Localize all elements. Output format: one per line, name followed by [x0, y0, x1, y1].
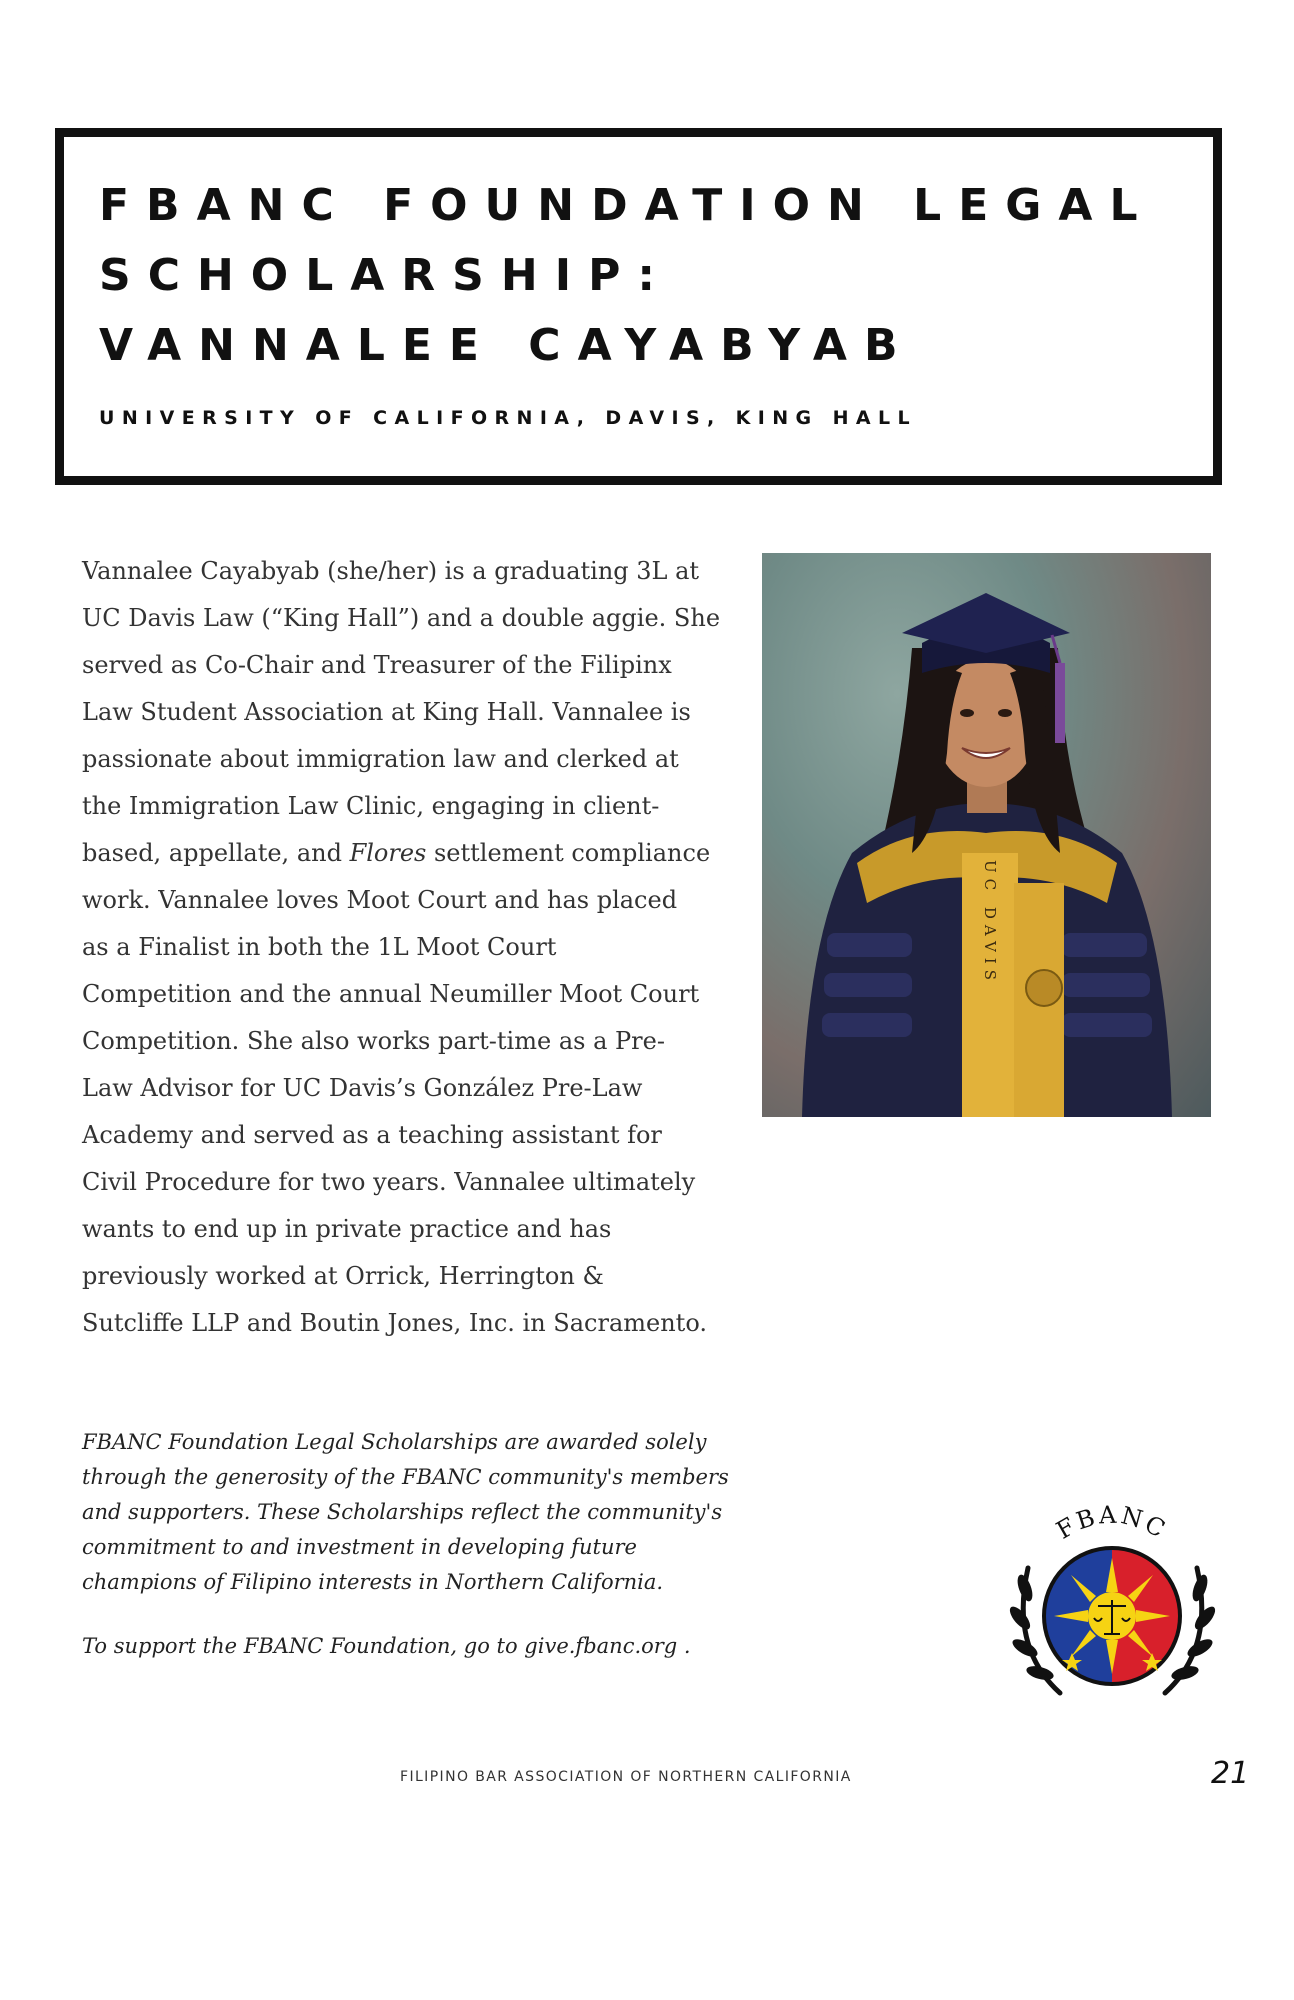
case-name-flores: Flores: [349, 839, 427, 867]
scholarship-note: [82, 1425, 782, 1600]
bio-line-start: based, appellate, and: [82, 839, 350, 867]
bio-line: [82, 830, 742, 877]
note-line: FBANC Foundation Legal Scholarships are awarded solely: [82, 1430, 707, 1454]
page-number: 21: [1211, 1756, 1250, 1791]
fbanc-logo: [1000, 1488, 1225, 1713]
title-line-1: FBANC FOUNDATION LEGAL: [99, 180, 1155, 231]
bio-line: Competition and the annual Neumiller Moot Court: [82, 980, 700, 1008]
title-box: [55, 128, 1222, 485]
bio-paragraph: [82, 548, 742, 1347]
bio-line: Sutcliffe LLP and Boutin Jones, Inc. in Sacramento.: [82, 1309, 707, 1337]
bio-line: work. Vannalee loves Moot Court and has placed: [82, 886, 678, 914]
bio-line: previously worked at Orrick, Herrington &: [82, 1262, 604, 1290]
stole-text: UC DAVIS: [981, 859, 999, 987]
support-link-text: To support the FBANC Foundation, go to give.fbanc.org .: [82, 1634, 691, 1658]
bio-line: passionate about immigration law and clerked at: [82, 745, 679, 773]
bio-line: served as Co-Chair and Treasurer of the Filipinx: [82, 651, 672, 679]
svg-text:FBANC: [1052, 1501, 1173, 1545]
note-line: through the generosity of the FBANC community's members: [82, 1465, 729, 1489]
note-line: champions of Filipino interests in Northern California.: [82, 1570, 664, 1594]
title-line-3: VANNALEE CAYABYAB: [99, 320, 915, 371]
note-line: commitment to and investment in developing future: [82, 1535, 637, 1559]
footer-organization: FILIPINO BAR ASSOCIATION OF NORTHERN CALIFORNIA: [400, 1769, 852, 1785]
bio-line: as a Finalist in both the 1L Moot Court: [82, 933, 557, 961]
bio-line: wants to end up in private practice and has: [82, 1215, 612, 1243]
bio-line: Competition. She also works part-time as a Pre-: [82, 1027, 665, 1055]
bio-line: the Immigration Law Clinic, engaging in client-: [82, 792, 660, 820]
title-line-2: SCHOLARSHIP:: [99, 250, 672, 301]
bio-line: Academy and served as a teaching assistant for: [82, 1121, 662, 1149]
bio-line: Vannalee Cayabyab (she/her) is a graduating 3L at: [82, 557, 700, 585]
note-line: and supporters. These Scholarships reflect the community's: [82, 1500, 723, 1524]
bio-line: UC Davis Law (“King Hall”) and a double aggie. She: [82, 604, 721, 632]
bio-line: Law Advisor for UC Davis’s González Pre-Law: [82, 1074, 643, 1102]
bio-line-end: settlement compliance: [426, 839, 711, 867]
bio-line: Civil Procedure for two years. Vannalee ultimately: [82, 1168, 696, 1196]
graduate-portrait-photo: [762, 553, 1211, 1117]
subtitle: UNIVERSITY OF CALIFORNIA, DAVIS, KING HALL: [99, 407, 917, 429]
bio-line: Law Student Association at King Hall. Vannalee is: [82, 698, 691, 726]
logo-text: FBANC: [1051, 1500, 1173, 1545]
